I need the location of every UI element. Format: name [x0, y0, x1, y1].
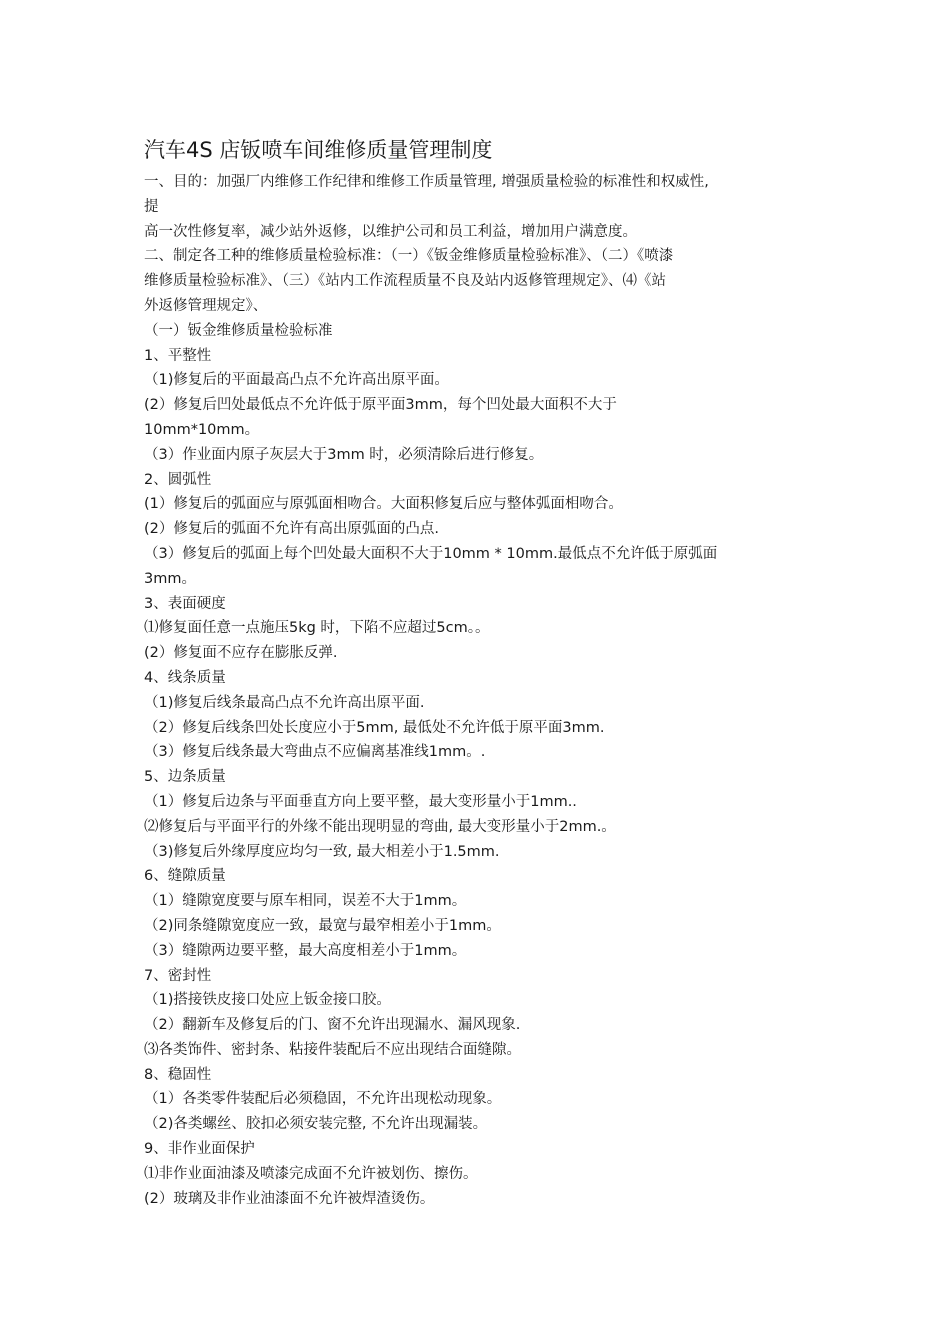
text-line: ⑴修复面任意一点施压5kg 时，下陷不应超过5cm。。	[144, 620, 490, 637]
text-line: 3mm。	[144, 570, 196, 587]
text-line: ⑵修复后与平面平行的外缘不能出现明显的弯曲, 最大变形量小于2mm.。	[144, 818, 616, 835]
text-line: (2）玻璃及非作业油漆面不允许被焊渣烫伤。	[144, 1190, 435, 1207]
text-line: （1)修复后的平面最高凸点不允许高出原平面。	[144, 372, 449, 389]
text-line: 3、表面硬度	[144, 595, 226, 612]
text-line: 高一次性修复率，减少站外返修，以维护公司和员工利益，增加用户满意度。	[144, 223, 637, 240]
text-line: （3）修复后线条最大弯曲点不应偏离基准线1mm。.	[144, 744, 486, 761]
text-line: (2）修复后的弧面不允许有高出原弧面的凸点.	[144, 521, 439, 538]
text-line: （1）缝隙宽度要与原车相同，误差不大于1mm。	[144, 893, 467, 910]
text-line: 8、稳固性	[144, 1066, 212, 1083]
text-line: (2）修复面不应存在膨胀反弹.	[144, 645, 338, 662]
text-line: (1）修复后的弧面应与原弧面相吻合。大面积修复后应与整体弧面相吻合。	[144, 496, 623, 513]
text-line: 6、缝隙质量	[144, 868, 226, 885]
text-line: （一）钣金维修质量检验标准	[144, 322, 333, 339]
text-line: 外返修管理规定》、	[144, 297, 268, 314]
text-line: 2、圆弧性	[144, 471, 212, 488]
text-line: 4、线条质量	[144, 669, 226, 686]
text-line: 一、目的：加强厂内维修工作纪律和维修工作质量管理, 增强质量检验的标准性和权威性,	[144, 174, 709, 190]
text-line: （2)各类螺丝、胶扣必须安装完整, 不允许出现漏装。	[144, 1116, 488, 1133]
text-line: （3）缝隙两边要平整，最大高度相差小于1mm。	[144, 942, 467, 959]
text-line: 二、制定各工种的维修质量检验标准：（一）《钣金维修质量检验标准》、（二）《喷漆	[144, 248, 674, 265]
text-line: (2）修复后凹处最低点不允许低于原平面3mm，每个凹处最大面积不大于	[144, 397, 617, 414]
text-line: （1）修复后边条与平面垂直方向上要平整，最大变形量小于1mm..	[144, 793, 577, 810]
text-line: （2）翻新车及修复后的门、窗不允许出现漏水、漏风现象.	[144, 1017, 521, 1034]
text-line: 9、非作业面保护	[144, 1141, 255, 1158]
document-body	[144, 170, 814, 1211]
text-line: 7、密封性	[144, 967, 212, 984]
text-line: ⑶各类饰件、密封条、粘接件装配后不应出现结合面缝隙。	[144, 1041, 521, 1058]
text-line: 提	[144, 198, 159, 215]
document-title: 汽车4S 店钣喷车间维修质量管理制度	[144, 138, 493, 162]
document-page	[144, 134, 814, 1211]
text-line: （3）作业面内原子灰层大于3mm 时，必须清除后进行修复。	[144, 446, 544, 463]
text-line: （2）修复后线条凹处长度应小于5mm, 最低处不允许低于原平面3mm.	[144, 719, 605, 736]
text-line: 维修质量检验标准》、（三）《站内工作流程质量不良及站内返修管理规定》、⑷《站	[144, 273, 666, 290]
text-line: （2)同条缝隙宽度应一致，最宽与最窄相差小于1mm。	[144, 917, 501, 934]
text-line: 10mm*10mm。	[144, 421, 260, 438]
text-line: ⑴非作业面油漆及喷漆完成面不允许被划伤、擦伤。	[144, 1165, 478, 1182]
text-line: 1、平整性	[144, 347, 212, 364]
text-line: 5、边条质量	[144, 769, 226, 786]
text-line: （1)搭接铁皮接口处应上钣金接口胶。	[144, 992, 391, 1009]
text-line: （3)修复后外缘厚度应均匀一致, 最大相差小于1.5mm.	[144, 843, 500, 860]
text-line: （1)修复后线条最高凸点不允许高出原平面.	[144, 694, 425, 711]
text-line: （1）各类零件装配后必须稳固，不允许出现松动现象。	[144, 1091, 502, 1108]
text-line: （3）修复后的弧面上每个凹处最大面积不大于10mm * 10mm.最低点不允许低于原弧面	[144, 545, 718, 562]
